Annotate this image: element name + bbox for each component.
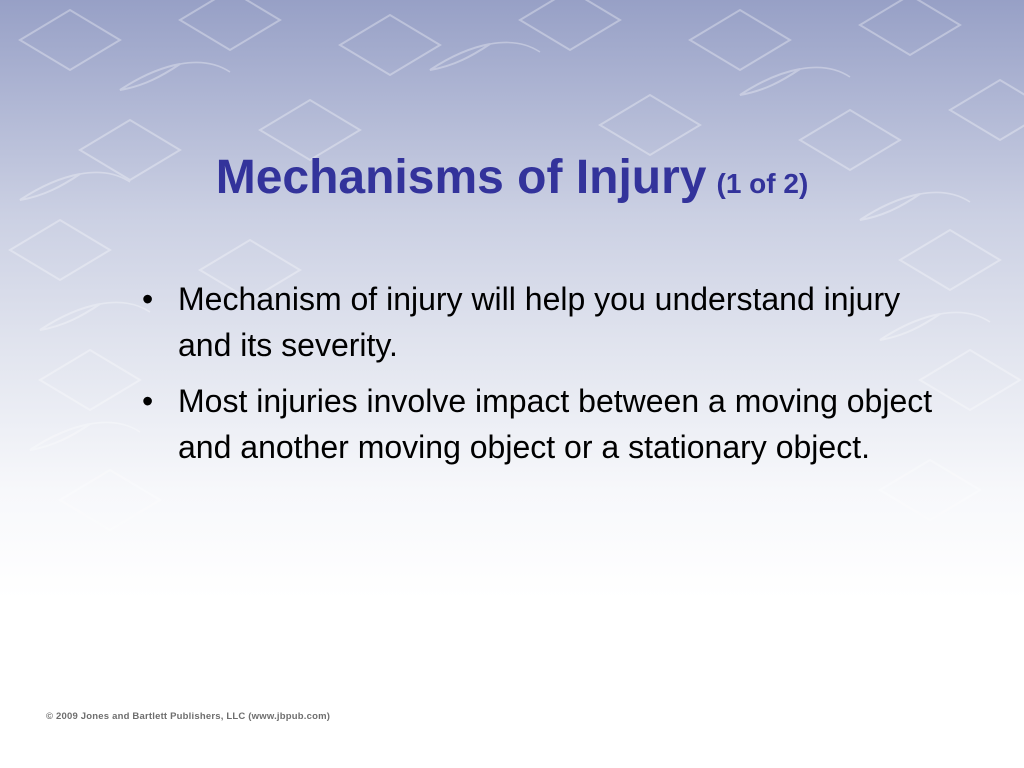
slide-title-main: Mechanisms of Injury — [215, 151, 707, 204]
copyright-footer: © 2009 Jones and Bartlett Publishers, LLC (www.jbpub.com) — [46, 711, 331, 722]
slide-title — [0, 150, 1024, 205]
bullet-text: Mechanism of injury will help you understand injury and its severity. — [178, 281, 901, 363]
bullet-dot-icon: • — [142, 281, 154, 317]
bullet-text: Most injuries involve impact between a moving object and another moving object or a stationary object. — [178, 383, 933, 465]
bullet-item — [140, 276, 940, 368]
bullet-dot-icon: • — [142, 383, 154, 419]
slide-title-subtitle: (1 of 2) — [716, 168, 809, 199]
bullet-list — [140, 276, 940, 480]
bullet-item — [140, 378, 940, 470]
